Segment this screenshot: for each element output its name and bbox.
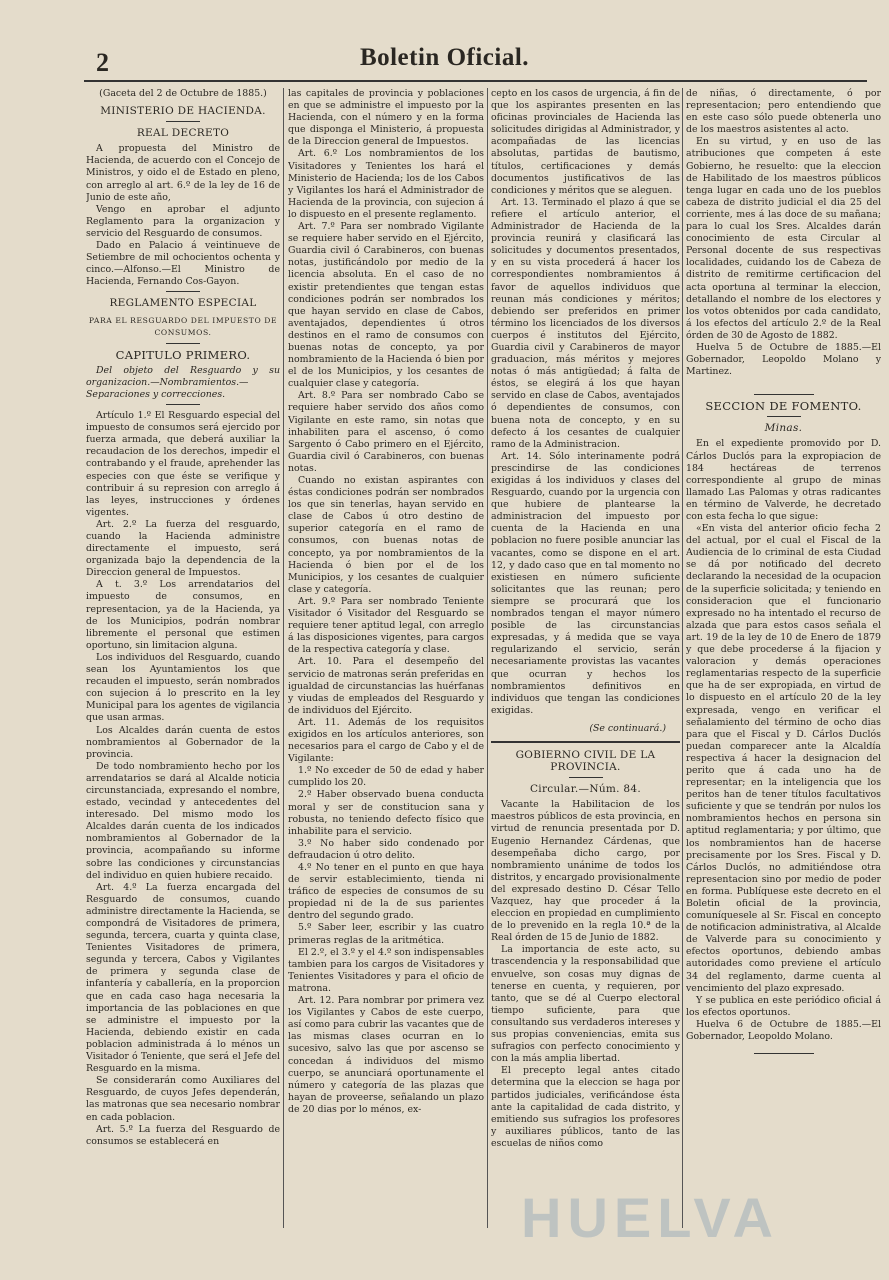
divider: [166, 121, 200, 122]
article: Art. 8.º Para ser nombrado Cabo se requiere haber servido dos años como Vigilante en este ramo, sin notas que inhabiliten para el ascenso, ó como Sargento ó Cabo primero en el Ejército, Guardia civil ó Carabineros, con buenas notas.: [288, 390, 484, 474]
paragraph: A propuesta del Ministro de Hacienda, de acuerdo con el Concejo de Ministros, y oido el de Estado en pleno, con arreglo al art. 6.º de la ley de 16 de Junio de este año,: [86, 143, 280, 203]
article: Art. 12. Para nombrar por primera vez los Vigilantes y Cabos de este cuerpo, así como para cubrir las vacantes que de las mismas clases ocurran en lo sucesivo, salvo las que por ascenso se concedan á individuos del mismo cuerpo, se anunciará oportunamente el número y categoría de las plazas que hayan de proveerse, señalando un plazo de 20 dias por lo ménos, ex-: [288, 995, 484, 1115]
circular-heading: Circular.—Núm. 84.: [529, 783, 642, 796]
article: Art. 6.º Los nombramientos de los Visitadores y Tenientes los hará el Ministerio de Hacienda; los de los Cabos y Vigilantes los hará el Administrador de Hacienda de la provincia, con sujecion á lo dispuesto en el presente reglamento.: [288, 148, 484, 220]
article: Artículo 1.º El Resguardo especial del impuesto de consumos será ejercido por fuerza armada, que deberá auxiliar la recaudacion de los derechos, impedir el contrabando y el fraude, aprehender las especies con que éste se verifique y contribuir á su represion con arreglo á las leyes, instrucciones y órdenes vigentes.: [86, 410, 280, 518]
requirement: 4.º No tener en el punto en que haya de servir establecimiento, tienda ni tráfico de especies de consumos de su propiedad ni de la de sus parientes dentro del segundo grado.: [288, 862, 484, 922]
paragraph: Los Alcaldes darán cuenta de estos nombramientos al Gobernador de la provincia.: [86, 724, 280, 760]
capitulo-subtitle: Del objeto del Resguardo y su organizacion.—Nombramientos.—Separaciones y correcciones.: [86, 364, 280, 400]
divider: [166, 291, 200, 292]
column-2: [288, 88, 484, 1238]
paragraph: Vengo en aprobar el adjunto Reglamento para la organizacion y servicio del Resguardo de consumos.: [86, 203, 280, 239]
paragraph: En el expediente promovido por D. Cárlos Duclós para la expropiacion de 184 hectáreas de terrenos correspondiente al grupo de minas llamado Las Palomas y otras radicantes en término de Valverde, he decretado con esta fecha lo que sigue:: [686, 438, 881, 522]
signature: Huelva 6 de Octubre de 1885.—El Gobernador, Leopoldo Molano.: [686, 1018, 881, 1043]
column-divider: [487, 88, 488, 1228]
huelva-watermark: HUELVA: [521, 1186, 779, 1249]
paragraph: «En vista del anterior oficio fecha 2 del actual, por el cual el Fiscal de la Audiencia de lo criminal de esta Ciudad se dá por notificado del decreto declarando la necesidad de la ocupacion de la superficie solicitada; y teniendo en consideracion que el funcionario expresado no ha intentado el recurso de alzada que para estos casos señala el art. 19 de la ley de 10 de Enero de 1879 y que debe procederse á la fijacion y valoracion y demás operaciones reglamentarias respecto de la superficie que ha de ser expropiada, en virtud de lo dispuesto en el artículo 20 de la ley expresada, vengo en verificar el señalamiento del término de ocho dias para que el Fiscal y D. Cárlos Duclós puedan comparecer ante la Alcaldía respectiva á hacer la designacion del perito que á cada uno ha de representar; en la inteligencia que los peritos han de tener títulos facultativos suficiente y que se tendrán por nulos los nombramientos hechos en persona sin aptitud reglamentaria; y por último, que los nombramientos han de hacerse precisamente por los Sres. Fiscal y D. Cárlos Duclós, no admitiéndose otra representacion sino por medio de poder en forma. Publíquese este decreto en el Boletin oficial de la provincia, comuníquesele al Sr. Fiscal en concepto de notificacion administrativa, al Alcalde de Valverde para su conocimiento y efectos oportunos, debiendo ambas autoridades como previene el artículo 34 del reglamento, darme cuenta al vencimiento del plazo expresado.: [686, 523, 881, 994]
paragraph: Y se publica en este periódico oficial á los efectos oportunos.: [686, 994, 881, 1018]
requirement: 3.º No haber sido condenado por defraudacion ú otro delito.: [288, 837, 484, 861]
paragraph: El precepto legal antes citado determina que la eleccion se haga por partidos judiciales, verificándose ésta ante la capitalidad de cada distrito, y emitiendo sus sufragios los profesores y auxiliares públicos, tanto de las escuelas de niños como: [491, 1065, 680, 1149]
requirement: 1.º No exceder de 50 de edad y haber cumplido los 20.: [288, 765, 484, 789]
reglamento-heading: REGLAMENTO ESPECIAL: [109, 297, 257, 310]
article: Art. 11. Además de los requisitos exigidos en los artículos anteriores, son necesarios para el cargo de Cabo y el de Vigilante:: [288, 716, 484, 765]
column-divider: [682, 88, 683, 1228]
article: Art. 10. Para el desempeño del servicio de matronas serán preferidas en igualdad de circunstancias las huérfanas y viudas de empleados del Resguardo y de individuos del Ejército.: [288, 656, 484, 716]
capitulo-heading: CAPITULO PRIMERO.: [115, 347, 251, 362]
divider: [767, 416, 801, 417]
reglamento-subheading: PARA EL RESGUARDO DEL IMPUESTO DE CONSUMOS.: [88, 315, 278, 337]
paragraph: las capitales de provincia y poblaciones en que se administre el impuesto por la Hacienda, con el número y en la forma que disponga el Ministerio, á propuesta de la Direccion general de Impuestos.: [288, 88, 484, 148]
end-rule: [754, 1053, 814, 1054]
gobierno-heading: GOBIERNO CIVIL DE LA PROVINCIA.: [515, 748, 656, 774]
signature: Huelva 5 de Octubre de 1885.—El Gobernador, Leopoldo Molano y Martinez.: [686, 341, 881, 378]
article: A t. 3.º Los arrendatarios del impuesto de consumos, en representacion, ya de la Hacienda, ya de los Municipios, podrán nombrar libremente el personal que estimen oportuno, sin limitacion alguna.: [86, 579, 280, 651]
paragraph: Se considerarán como Auxiliares del Resguardo, de cuyos Jefes dependerán, las matronas que sea necesario nombrar en cada poblacion.: [86, 1075, 280, 1123]
article: Art. 4.º La fuerza encargada del Resguardo de consumos, cuando administre directamente la Hacienda, se compondrá de Visitadores de primera, segunda, tercera, cuarta y quinta clase, Tenientes Visitadores de primera, segunda y tercera, Cabos y Vigilantes de primera y segunda clase de infantería y caballería, en la proporcion que en cada caso haga necesaria la importancia de las poblaciones en que se administre el impuesto por la Hacienda, debiendo existir en cada poblacion administrada á lo ménos un Visitador ó Teniente, que será el Jefe del Resguardo en la misma.: [86, 881, 280, 1075]
decreto-heading: REAL DECRETO: [136, 127, 230, 140]
paragraph: Cuando no existan aspirantes con éstas condiciones podrán ser nombrados los que sin tenerlas, hayan servido en clase de Cabos ú otro destino de superior categoría en el ramo de consumos, con buenas notas de concepto, ya por nombramientos de la Hacienda ó bien por el de los Municipios, y los cesantes de cualquier clase y categoría.: [288, 475, 484, 595]
column-3: [491, 88, 680, 1238]
paragraph: De todo nombramiento hecho por los arrendatarios se dará al Alcalde noticia circunstanciada, expresando el nombre, estado, vecindad y antecedentes del interesado. Del mismo modo los Alcaldes darán cuenta de los indicados nombramientos al Gobernador de la provincia, acompañando su informe sobre las condiciones y circunstancias del individuo en quien hubiere recaido.: [86, 760, 280, 881]
fomento-heading: SECCION DE FOMENTO.: [705, 399, 862, 414]
paragraph: En su virtud, y en uso de las atribuciones que competen á este Gobierno, he resuelto: que la eleccion de Habilitado de los maestros públicos tenga lugar en cada uno de los pueblos cabeza de distrito judicial el dia 25 del corriente, mes á las doce de su mañana; para lo cual los Sres. Alcaldes darán conocimiento de esta Circular al Personal docente de sus respectivas localidades, cuidando los de Cabeza de distrito de remitirme certificacion del acta oportuna al terminar la eleccion, detallando el nombre de los electores y los votos obtenidos por cada candidato, á los efectos del artículo 2.º de la Real órden de 30 de Agosto de 1882.: [686, 136, 881, 341]
column-divider: [283, 88, 284, 1228]
divider: [569, 777, 603, 778]
article: Art. 9.º Para ser nombrado Teniente Visitador ó Visitador del Resguardo se requiere tener aptitud legal, con arreglo á las disposiciones vigentes, para cargos de la respectiva categoría y clase.: [288, 595, 484, 656]
requirement: 5.º Saber leer, escribir y las cuatro primeras reglas de la aritmética.: [288, 922, 484, 946]
paragraph: La importancia de este acto, su trascendencia y la responsabilidad que envuelve, son cosas muy dignas de tenerse en cuenta, y requieren, por tanto, que se dé al Cuerpo electoral tiempo suficiente, para que consultando sus verdaderos intereses y sus propias conveniencias, emita sus sufragios con perfecto conocimiento y con la más amplia libertad.: [491, 944, 680, 1065]
paragraph: Vacante la Habilitacion de los maestros públicos de esta provincia, en virtud de renuncia presentada por D. Eugenio Hernandez Cárdenas, que desempeñaba dicho cargo, por nombramiento unánime de todos los distritos, y encargado provisionalmente del expresado destino D. César Tello Vazquez, hay que proceder á la eleccion en propiedad en cumplimiento de lo prevenido en la regla 10.ª de la Real órden de 15 de Junio de 1882.: [491, 799, 680, 944]
divider: [166, 343, 200, 344]
article: Art. 13. Terminado el plazo á que se refiere el artículo anterior, el Administrador de Hacienda de la provincia reunirá y clasificará las solicitudes y documentos presentados, y en su vista procederá á hacer los correspondientes nombramientos á favor de aquellos individuos que reunan más condiciones y méritos; debiendo ser preferidos en primer término los licenciados de los diversos cuerpos é institutos del Ejército, Guardia civil y Carabineros de mayor graduacion, más méritos y mejores notas ó más antigüedad; á falta de éstos, se elegirá á los que hayan servido en clase de Cabos, aventajados ó dependientes de consumos, con buena nota de concepto, y en su defecto á los cesantes de cualquier ramo de la Administracion.: [491, 196, 680, 450]
page-number: 2: [96, 48, 109, 77]
section-rule: [491, 741, 680, 743]
masthead-title: Boletin Oficial.: [359, 44, 530, 71]
paragraph: El 2.º, el 3.º y el 4.º son indispensables tambien para los cargos de Visitadores y Tenientes Visitadores y para el oficio de matrona.: [288, 946, 484, 994]
article: Art. 2.º La fuerza del resguardo, cuando la Hacienda administre directamente el impuesto, será organizada bajo la dependencia de la Direccion general de Impuestos.: [86, 518, 280, 579]
header-rule: [84, 80, 867, 82]
requirement: 2.º Haber observado buena conducta moral y ser de constitucion sana y robusta, no teniendo defecto físico que inhabilite para el servicio.: [288, 789, 484, 837]
continuara-note: (Se continuará.): [589, 722, 666, 734]
section-rule: [754, 394, 814, 395]
article: Art. 14. Sólo interinamente podrá prescindirse de las condiciones exigidas á los individuos y clases del Resguardo, cuando por la urgencia con que hubiere de plantearse la administracion del impuesto por cuenta de la Hacienda en una poblacion no fuere posible anunciar las vacantes, como se dispone en el art. 12, y dado caso que en tal momento no existiesen en número suficiente solicitantes que las reunan; pero siempre se procurará que los nombrados tengan el mayor número posible de las circunstancias expresadas, y á medida que se vaya regularizando el servicio, serán necesariamente provistas las vacantes que ocurran y hechos los nombramientos definitivos en individuos que tengan las condiciones exigidas.: [491, 450, 680, 716]
paragraph: de niñas, ó directamente, ó por representacion; pero entendiendo que en este caso sólo puede obtenerla uno de los maestros asistentes al acto.: [686, 88, 881, 136]
divider: [166, 404, 200, 405]
paragraph: Dado en Palacio á veintinueve de Setiembre de mil ochocientos ochenta y cinco.—Alfonso.—El Ministro de Hacienda, Fernando Cos-Gayon.: [86, 240, 280, 288]
gaceta-date: (Gaceta del 2 de Octubre de 1885.): [99, 88, 267, 99]
article: Art. 7.º Para ser nombrado Vigilante se requiere haber servido en el Ejército, Guardia civil ó Carabineros, con buenas notas, justificándolo por medio de la licencia absoluta. En el caso de no existir pretendientes que tengan estas condiciones podrán ser nombrados los que hayan servido en clase de Cabos, aventajados, dependientes ú otros destinos en el ramo de consumos con buenas notas de concepto, ya por nombramiento de la Hacienda ó bien por el de los Municipios, y los cesantes de cualquier clase y categoría.: [288, 221, 484, 390]
paragraph: cepto en los casos de urgencia, á fin de que los aspirantes presenten en las oficinas provinciales de Hacienda las solicitudes dirigidas al Administrador, y acompañadas de las licencias absolutas, partidas de bautismo, títulos, certificaciones y demás documentos justificativos de las condiciones y méritos que se aleguen.: [491, 88, 680, 196]
paragraph: Los individuos del Resguardo, cuando sean los Ayuntamientos los que recauden el impuesto, serán nombrados con sujecion á lo prescrito en la ley Municipal para los agentes de vigilancia que usan armas.: [86, 651, 280, 724]
ministry-heading: MINISTERIO DE HACIENDA.: [100, 105, 266, 118]
article: Art. 5.º La fuerza del Resguardo de consumos se establecerá en: [86, 1123, 280, 1147]
minas-heading: Minas.: [764, 422, 803, 435]
column-1: [86, 88, 280, 1238]
column-4: [686, 88, 881, 1238]
